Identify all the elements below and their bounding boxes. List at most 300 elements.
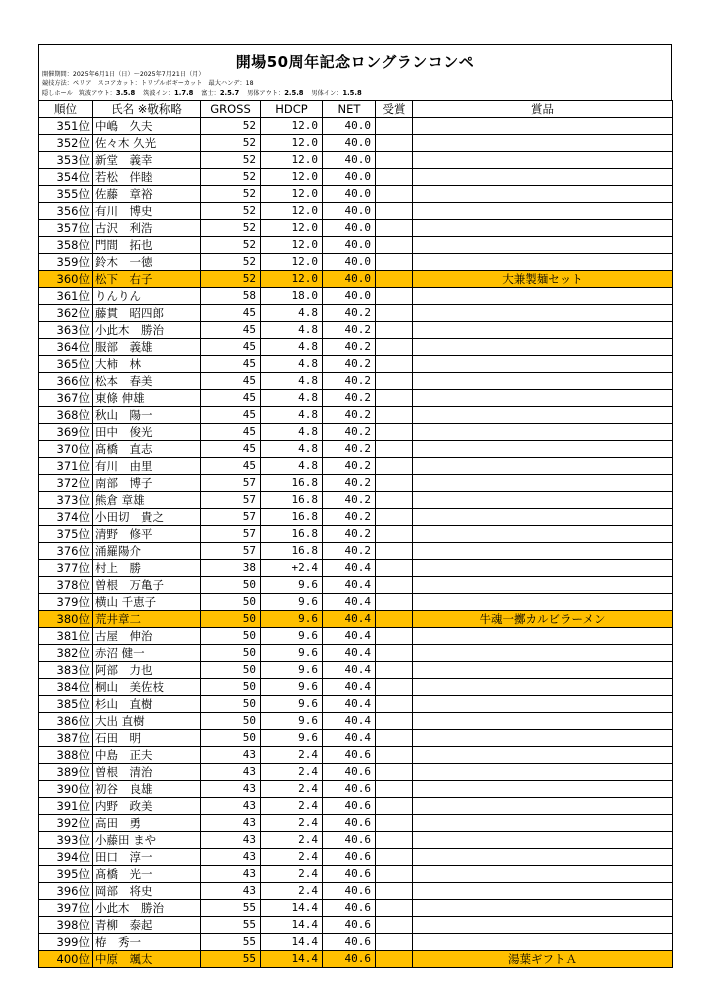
hdcp-cell: 12.0 xyxy=(261,135,323,152)
gross-cell: 45 xyxy=(201,458,261,475)
award-cell xyxy=(376,815,413,832)
hdcp-cell: 4.8 xyxy=(261,305,323,322)
award-cell xyxy=(376,781,413,798)
prize-cell xyxy=(413,662,673,679)
name-cell: 桐山 美佐枝 xyxy=(93,679,201,696)
hdcp-cell: 16.8 xyxy=(261,526,323,543)
gross-cell: 52 xyxy=(201,271,261,288)
table-row xyxy=(39,339,673,356)
table-row xyxy=(39,118,673,135)
hdcp-cell: 12.0 xyxy=(261,186,323,203)
net-cell: 40.4 xyxy=(323,611,376,628)
gross-cell: 57 xyxy=(201,492,261,509)
table-row xyxy=(39,186,673,203)
name-cell: 高田 勇 xyxy=(93,815,201,832)
hdcp-cell: 4.8 xyxy=(261,373,323,390)
rank-cell: 397位 xyxy=(39,900,93,917)
hdcp-cell: 9.6 xyxy=(261,645,323,662)
award-cell xyxy=(376,441,413,458)
net-cell: 40.2 xyxy=(323,322,376,339)
rank-cell: 395位 xyxy=(39,866,93,883)
prize-cell xyxy=(413,288,673,305)
rank-cell: 382位 xyxy=(39,645,93,662)
rank-cell: 358位 xyxy=(39,237,93,254)
prize-cell xyxy=(413,509,673,526)
rank-cell: 383位 xyxy=(39,662,93,679)
prize-cell xyxy=(413,441,673,458)
gross-cell: 52 xyxy=(201,220,261,237)
table-row xyxy=(39,509,673,526)
prize-cell xyxy=(413,543,673,560)
prize-cell xyxy=(413,373,673,390)
gross-cell: 52 xyxy=(201,254,261,271)
rank-cell: 353位 xyxy=(39,152,93,169)
name-cell: 中嶋 久夫 xyxy=(93,118,201,135)
hole-label: 筑波イン： xyxy=(143,90,175,97)
period-info: 開催期間：2025年6月1日（日）～2025年7月21日（月） xyxy=(42,71,205,78)
name-cell: 松本 春美 xyxy=(93,373,201,390)
rank-cell: 357位 xyxy=(39,220,93,237)
award-cell xyxy=(376,356,413,373)
gross-cell: 52 xyxy=(201,118,261,135)
hdcp-cell: 4.8 xyxy=(261,458,323,475)
net-cell: 40.4 xyxy=(323,560,376,577)
prize-cell xyxy=(413,220,673,237)
award-cell xyxy=(376,577,413,594)
rank-cell: 362位 xyxy=(39,305,93,322)
award-cell xyxy=(376,271,413,288)
prize-cell xyxy=(413,713,673,730)
hdcp-cell: 14.4 xyxy=(261,900,323,917)
net-cell: 40.0 xyxy=(323,237,376,254)
rank-cell: 375位 xyxy=(39,526,93,543)
net-cell: 40.0 xyxy=(323,186,376,203)
hdcp-cell: 16.8 xyxy=(261,543,323,560)
award-cell xyxy=(376,934,413,951)
prize-cell xyxy=(413,747,673,764)
table-row xyxy=(39,441,673,458)
hole-value: 1.7.8 xyxy=(174,89,194,97)
hdcp-cell: 2.4 xyxy=(261,883,323,900)
net-cell: 40.2 xyxy=(323,543,376,560)
award-cell xyxy=(376,798,413,815)
gross-cell: 43 xyxy=(201,832,261,849)
award-cell xyxy=(376,135,413,152)
rank-cell: 356位 xyxy=(39,203,93,220)
name-cell: 内野 政美 xyxy=(93,798,201,815)
rank-cell: 365位 xyxy=(39,356,93,373)
results-body xyxy=(39,118,673,968)
hdcp-cell: 18.0 xyxy=(261,288,323,305)
award-cell xyxy=(376,526,413,543)
rank-cell: 380位 xyxy=(39,611,93,628)
gross-cell: 45 xyxy=(201,441,261,458)
name-cell: 熊倉 章雄 xyxy=(93,492,201,509)
prize-cell xyxy=(413,628,673,645)
table-row xyxy=(39,849,673,866)
prize-cell xyxy=(413,424,673,441)
prize-cell xyxy=(413,577,673,594)
table-row xyxy=(39,407,673,424)
prize-cell xyxy=(413,832,673,849)
gross-cell: 50 xyxy=(201,730,261,747)
name-cell: 東條 伸雄 xyxy=(93,390,201,407)
award-cell xyxy=(376,594,413,611)
prize-cell xyxy=(413,186,673,203)
gross-cell: 55 xyxy=(201,900,261,917)
name-cell: 曽根 清治 xyxy=(93,764,201,781)
prize-cell xyxy=(413,645,673,662)
rank-cell: 389位 xyxy=(39,764,93,781)
hole-value: 1.5.8 xyxy=(342,89,362,97)
prize-cell xyxy=(413,305,673,322)
rank-cell: 374位 xyxy=(39,509,93,526)
award-cell xyxy=(376,543,413,560)
name-cell: 小藤田 まや xyxy=(93,832,201,849)
net-cell: 40.6 xyxy=(323,832,376,849)
gross-cell: 55 xyxy=(201,934,261,951)
table-row xyxy=(39,628,673,645)
name-cell: 大出 直樹 xyxy=(93,713,201,730)
name-cell: 中原 颯太 xyxy=(93,951,201,968)
name-cell: 新堂 義幸 xyxy=(93,152,201,169)
gross-cell: 58 xyxy=(201,288,261,305)
rank-cell: 391位 xyxy=(39,798,93,815)
hdcp-cell: 12.0 xyxy=(261,254,323,271)
gross-cell: 52 xyxy=(201,237,261,254)
table-row xyxy=(39,815,673,832)
header-prize: 賞品 xyxy=(413,101,673,118)
table-row xyxy=(39,492,673,509)
gross-cell: 50 xyxy=(201,611,261,628)
prize-cell xyxy=(413,934,673,951)
gross-cell: 43 xyxy=(201,866,261,883)
gross-cell: 50 xyxy=(201,662,261,679)
table-row xyxy=(39,934,673,951)
net-cell: 40.2 xyxy=(323,356,376,373)
award-cell xyxy=(376,883,413,900)
table-row xyxy=(39,764,673,781)
rank-cell: 355位 xyxy=(39,186,93,203)
hole-value: 2.5.7 xyxy=(219,89,240,97)
net-cell: 40.0 xyxy=(323,203,376,220)
table-row xyxy=(39,696,673,713)
hdcp-cell: 9.6 xyxy=(261,730,323,747)
table-row xyxy=(39,169,673,186)
prize-cell xyxy=(413,900,673,917)
rank-cell: 398位 xyxy=(39,917,93,934)
net-cell: 40.6 xyxy=(323,883,376,900)
hdcp-cell: 2.4 xyxy=(261,815,323,832)
prize-cell xyxy=(413,815,673,832)
net-cell: 40.6 xyxy=(323,781,376,798)
hdcp-cell: 9.6 xyxy=(261,713,323,730)
table-row xyxy=(39,679,673,696)
hdcp-cell: 4.8 xyxy=(261,407,323,424)
table-row xyxy=(39,356,673,373)
hdcp-cell: 14.4 xyxy=(261,917,323,934)
prize-cell xyxy=(413,407,673,424)
table-row xyxy=(39,866,673,883)
name-cell: 小此木 勝治 xyxy=(93,322,201,339)
award-cell xyxy=(376,764,413,781)
net-cell: 40.0 xyxy=(323,288,376,305)
table-row xyxy=(39,271,673,288)
name-cell: 南部 博子 xyxy=(93,475,201,492)
prize-cell xyxy=(413,679,673,696)
page-title: 開場50周年記念ロングランコンペ xyxy=(235,53,475,71)
hole-label: 男体イン： xyxy=(311,90,343,97)
table-row xyxy=(39,288,673,305)
name-cell: 小田切 貴之 xyxy=(93,509,201,526)
table-row xyxy=(39,951,673,968)
net-cell: 40.6 xyxy=(323,917,376,934)
net-cell: 40.2 xyxy=(323,390,376,407)
gross-cell: 45 xyxy=(201,322,261,339)
rank-cell: 377位 xyxy=(39,560,93,577)
rank-cell: 387位 xyxy=(39,730,93,747)
hdcp-cell: 4.8 xyxy=(261,441,323,458)
table-row xyxy=(39,611,673,628)
gross-cell: 38 xyxy=(201,560,261,577)
net-cell: 40.6 xyxy=(323,951,376,968)
award-cell xyxy=(376,373,413,390)
name-cell: 鈴木 一徳 xyxy=(93,254,201,271)
hidden-holes-label: 隠しホール xyxy=(42,90,73,97)
gross-cell: 50 xyxy=(201,679,261,696)
award-cell xyxy=(376,509,413,526)
header-rank: 順位 xyxy=(39,101,93,118)
prize-cell xyxy=(413,237,673,254)
award-cell xyxy=(376,339,413,356)
name-cell: 佐々木 久光 xyxy=(93,135,201,152)
award-cell xyxy=(376,747,413,764)
name-cell: 服部 義雄 xyxy=(93,339,201,356)
prize-cell xyxy=(413,696,673,713)
table-row xyxy=(39,475,673,492)
gross-cell: 57 xyxy=(201,475,261,492)
name-cell: 初谷 良雄 xyxy=(93,781,201,798)
gross-cell: 43 xyxy=(201,781,261,798)
net-cell: 40.0 xyxy=(323,254,376,271)
hdcp-cell: 4.8 xyxy=(261,356,323,373)
net-cell: 40.4 xyxy=(323,577,376,594)
net-cell: 40.2 xyxy=(323,305,376,322)
net-cell: 40.4 xyxy=(323,730,376,747)
award-cell xyxy=(376,730,413,747)
net-cell: 40.4 xyxy=(323,645,376,662)
gross-cell: 45 xyxy=(201,305,261,322)
header-gross: GROSS xyxy=(201,101,261,118)
gross-cell: 50 xyxy=(201,594,261,611)
prize-cell xyxy=(413,730,673,747)
net-cell: 40.4 xyxy=(323,679,376,696)
award-cell xyxy=(376,118,413,135)
name-cell: 大柿 林 xyxy=(93,356,201,373)
hole-value: 3.5.8 xyxy=(115,89,136,97)
prize-cell xyxy=(413,781,673,798)
award-cell xyxy=(376,849,413,866)
hole-label: 男体アウト： xyxy=(247,90,285,97)
net-cell: 40.2 xyxy=(323,339,376,356)
table-row xyxy=(39,645,673,662)
rank-cell: 351位 xyxy=(39,118,93,135)
hdcp-cell: 9.6 xyxy=(261,662,323,679)
gross-cell: 57 xyxy=(201,509,261,526)
prize-cell xyxy=(413,203,673,220)
title-block xyxy=(38,44,672,100)
prize-cell xyxy=(413,917,673,934)
name-cell: 藤貫 昭四郎 xyxy=(93,305,201,322)
hdcp-cell: 12.0 xyxy=(261,118,323,135)
award-cell xyxy=(376,458,413,475)
table-row xyxy=(39,713,673,730)
award-cell xyxy=(376,237,413,254)
hdcp-cell: 12.0 xyxy=(261,237,323,254)
rank-cell: 352位 xyxy=(39,135,93,152)
net-cell: 40.0 xyxy=(323,271,376,288)
hidden-holes-info xyxy=(42,88,362,97)
header-hdcp: HDCP xyxy=(261,101,323,118)
table-row xyxy=(39,543,673,560)
award-cell xyxy=(376,900,413,917)
hdcp-cell: 16.8 xyxy=(261,509,323,526)
gross-cell: 45 xyxy=(201,424,261,441)
award-cell xyxy=(376,407,413,424)
name-cell: 杉山 直樹 xyxy=(93,696,201,713)
prize-cell xyxy=(413,764,673,781)
rank-cell: 372位 xyxy=(39,475,93,492)
hdcp-cell: 12.0 xyxy=(261,271,323,288)
award-cell xyxy=(376,832,413,849)
award-cell xyxy=(376,628,413,645)
award-cell xyxy=(376,152,413,169)
hdcp-cell: 4.8 xyxy=(261,322,323,339)
rank-cell: 394位 xyxy=(39,849,93,866)
net-cell: 40.0 xyxy=(323,169,376,186)
hdcp-cell: 9.6 xyxy=(261,679,323,696)
gross-cell: 43 xyxy=(201,747,261,764)
prize-cell xyxy=(413,169,673,186)
name-cell: 涌羅陽介 xyxy=(93,543,201,560)
award-cell xyxy=(376,186,413,203)
net-cell: 40.2 xyxy=(323,424,376,441)
award-cell xyxy=(376,866,413,883)
name-cell: 古沢 利浩 xyxy=(93,220,201,237)
award-cell xyxy=(376,169,413,186)
prize-cell xyxy=(413,152,673,169)
name-cell: 中島 正夫 xyxy=(93,747,201,764)
rank-cell: 396位 xyxy=(39,883,93,900)
name-cell: 有川 博史 xyxy=(93,203,201,220)
prize-cell xyxy=(413,322,673,339)
prize-cell xyxy=(413,135,673,152)
rank-cell: 368位 xyxy=(39,407,93,424)
gross-cell: 50 xyxy=(201,696,261,713)
gross-cell: 57 xyxy=(201,526,261,543)
table-row xyxy=(39,577,673,594)
gross-cell: 55 xyxy=(201,951,261,968)
award-cell xyxy=(376,662,413,679)
gross-cell: 45 xyxy=(201,390,261,407)
rank-cell: 367位 xyxy=(39,390,93,407)
rank-cell: 366位 xyxy=(39,373,93,390)
hdcp-cell: 14.4 xyxy=(261,934,323,951)
table-row xyxy=(39,254,673,271)
name-cell: 清野 修平 xyxy=(93,526,201,543)
gross-cell: 52 xyxy=(201,203,261,220)
award-cell xyxy=(376,951,413,968)
rank-cell: 363位 xyxy=(39,322,93,339)
hdcp-cell: 2.4 xyxy=(261,764,323,781)
table-row xyxy=(39,237,673,254)
table-row xyxy=(39,526,673,543)
prize-cell xyxy=(413,118,673,135)
rank-cell: 390位 xyxy=(39,781,93,798)
hdcp-cell: +2.4 xyxy=(261,560,323,577)
gross-cell: 50 xyxy=(201,713,261,730)
gross-cell: 57 xyxy=(201,543,261,560)
net-cell: 40.2 xyxy=(323,509,376,526)
name-cell: 村上 勝 xyxy=(93,560,201,577)
award-cell xyxy=(376,611,413,628)
name-cell: 岡部 将史 xyxy=(93,883,201,900)
name-cell: 石田 明 xyxy=(93,730,201,747)
hole-label: 富士： xyxy=(201,90,220,97)
hdcp-cell: 9.6 xyxy=(261,611,323,628)
name-cell: 門間 拓也 xyxy=(93,237,201,254)
net-cell: 40.4 xyxy=(323,662,376,679)
hdcp-cell: 16.8 xyxy=(261,492,323,509)
name-cell: 田口 淳一 xyxy=(93,849,201,866)
award-cell xyxy=(376,713,413,730)
table-row xyxy=(39,305,673,322)
net-cell: 40.2 xyxy=(323,526,376,543)
award-cell xyxy=(376,424,413,441)
hole-value: 2.5.8 xyxy=(284,89,304,97)
name-cell: 荒井章二 xyxy=(93,611,201,628)
gross-cell: 45 xyxy=(201,356,261,373)
award-cell xyxy=(376,254,413,271)
hdcp-cell: 14.4 xyxy=(261,951,323,968)
table-row xyxy=(39,781,673,798)
name-cell: 若松 伴睦 xyxy=(93,169,201,186)
table-row xyxy=(39,424,673,441)
table-row xyxy=(39,560,673,577)
rank-cell: 361位 xyxy=(39,288,93,305)
rank-cell: 359位 xyxy=(39,254,93,271)
net-cell: 40.6 xyxy=(323,764,376,781)
net-cell: 40.0 xyxy=(323,135,376,152)
prize-cell xyxy=(413,339,673,356)
net-cell: 40.4 xyxy=(323,713,376,730)
header-net: NET xyxy=(323,101,376,118)
name-cell: 阿部 力也 xyxy=(93,662,201,679)
net-cell: 40.6 xyxy=(323,900,376,917)
prize-cell xyxy=(413,560,673,577)
name-cell: りんりん xyxy=(93,288,201,305)
gross-cell: 45 xyxy=(201,373,261,390)
award-cell xyxy=(376,322,413,339)
net-cell: 40.0 xyxy=(323,220,376,237)
hdcp-cell: 12.0 xyxy=(261,203,323,220)
rank-cell: 388位 xyxy=(39,747,93,764)
name-cell: 青柳 泰起 xyxy=(93,917,201,934)
hdcp-cell: 2.4 xyxy=(261,849,323,866)
net-cell: 40.2 xyxy=(323,492,376,509)
prize-cell xyxy=(413,849,673,866)
table-row xyxy=(39,135,673,152)
